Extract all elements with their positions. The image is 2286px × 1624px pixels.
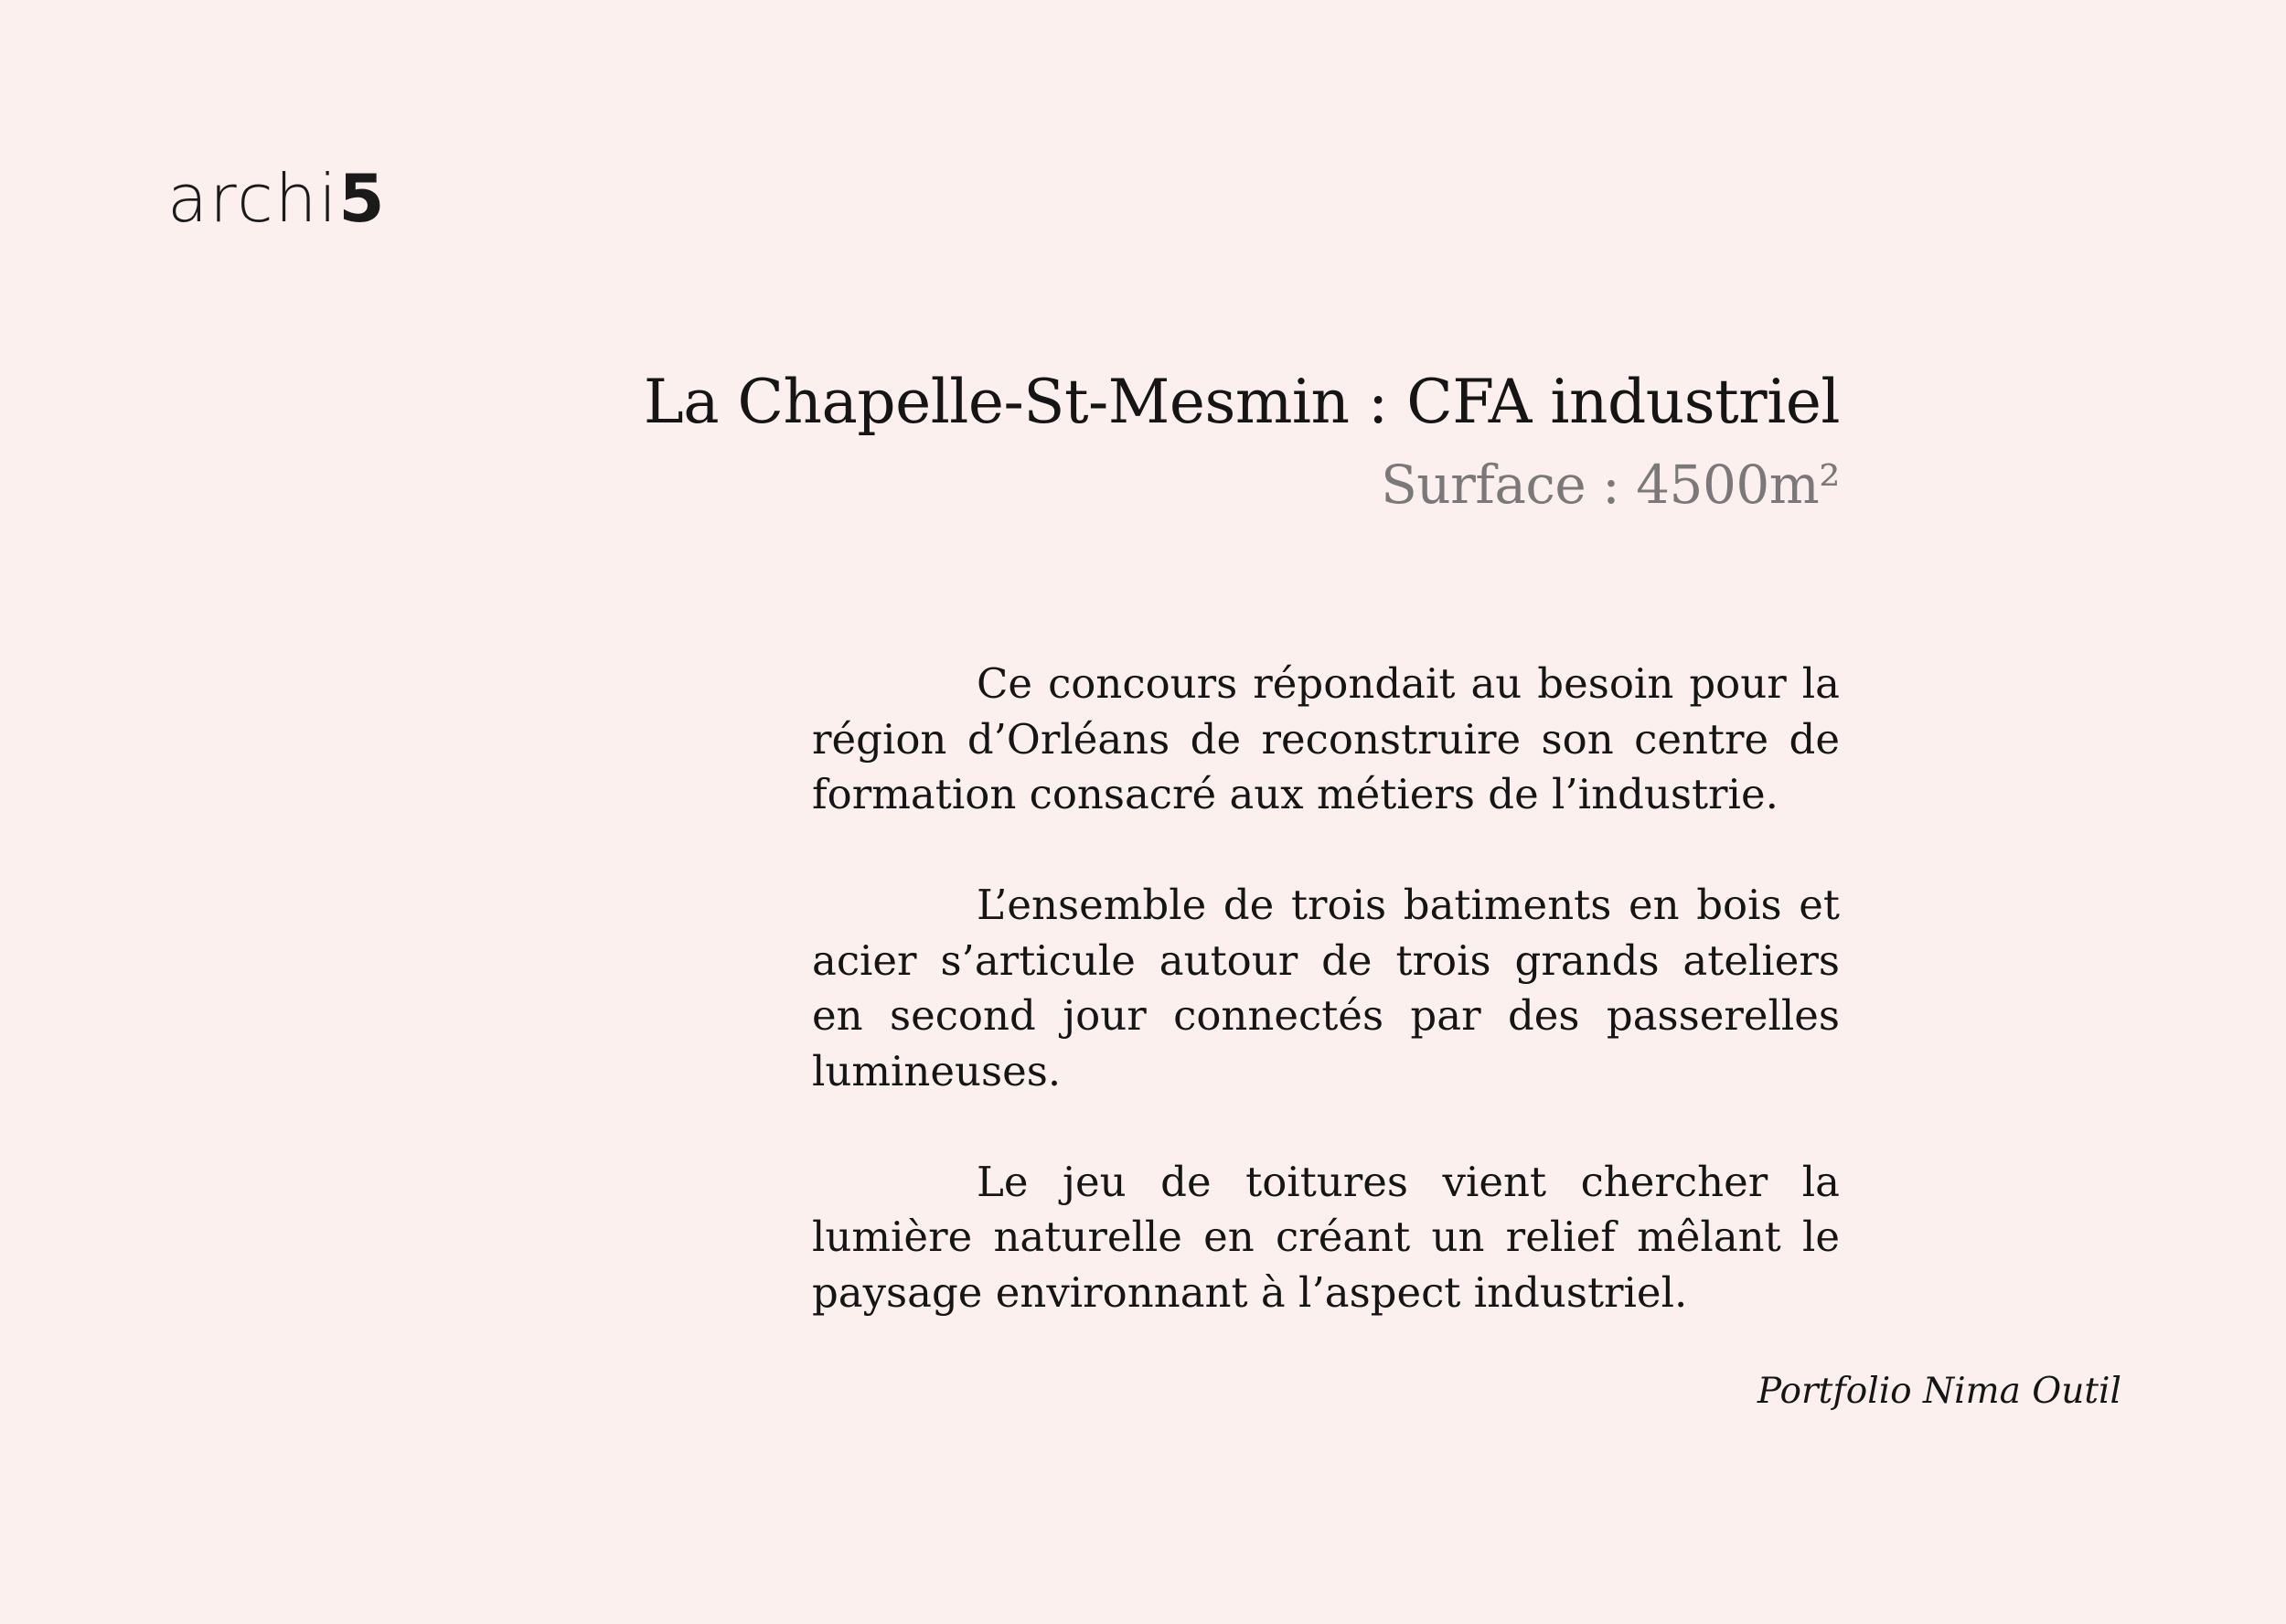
logo-text-number: 5 [338, 160, 387, 237]
description-paragraph-2: L’ensemble de trois batiments en bois et acier s’articule autour de trois grands ateliers en second jour connectés par des passerelles lumineuses. [812, 881, 1840, 1095]
portfolio-signature: Portfolio Nima Outil [1757, 1371, 2121, 1412]
logo-text-archi: archi [167, 160, 339, 237]
project-title: La Chapelle-St-Mesmin : CFA industriel [643, 367, 1840, 437]
description-paragraph-1: Ce concours répondait au besoin pour la région d’Orléans de reconstruire son centre de formation consacré aux métiers de l’industrie. [812, 659, 1840, 818]
project-header [644, 357, 1840, 521]
project-surface: Surface : 4500m² [1381, 454, 1840, 516]
project-description [812, 657, 1840, 1320]
description-paragraph-3: Le jeu de toitures vient chercher la lumière naturelle en créant un relief mêlant le paysage environnant à l’aspect industriel. [812, 1157, 1840, 1317]
archi5-logo [167, 157, 386, 240]
